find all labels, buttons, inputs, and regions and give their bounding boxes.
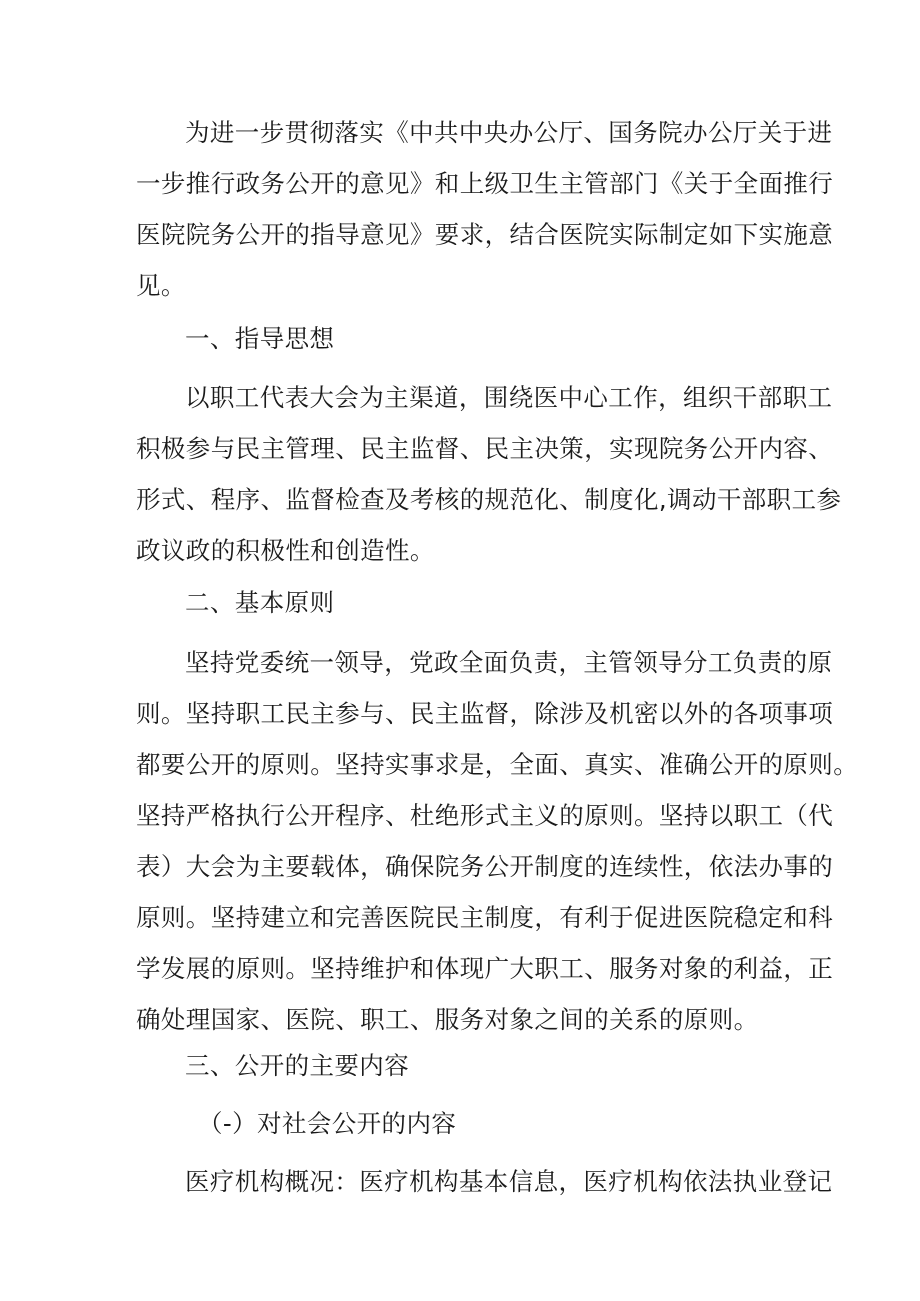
section-1-line-1: 以职工代表大会为主渠道，围绕医中心工作，组织干部职工: [185, 383, 833, 412]
section-3-heading: [136, 1040, 796, 1091]
intro-line-3: 医院院务公开的指导意见》要求，结合医院实际制定如下实施意: [136, 220, 834, 249]
intro-paragraph: [136, 107, 834, 311]
section-2-line-4: 坚持严格执行公开程序、杜绝形式主义的原则。坚持以职工（代: [136, 801, 834, 830]
section-1-line-4: 政议政的积极性和创造性。: [136, 536, 435, 565]
section-1-paragraph: [136, 372, 842, 576]
section-2-line-1: 坚持党委统一领导，党政全面负责，主管领导分工负责的原: [185, 648, 833, 677]
section-3-subsection-1-title: （-）对社会公开的内容: [198, 1109, 457, 1138]
section-2-line-3: 都要公开的原则。坚持实事求是，全面、真实、准确公开的原则。: [136, 750, 859, 779]
section-2-heading: [136, 577, 796, 628]
section-2-paragraph: [136, 637, 859, 1045]
section-2-line-2: 则。坚持职工民主参与、民主监督，除涉及机密以外的各项事项: [136, 699, 834, 728]
section-3-subsection-paragraph: [136, 1156, 833, 1207]
intro-line-1: 为进一步贯彻落实《中共中央办公厅、国务院办公厅关于进: [185, 118, 833, 147]
section-2-line-6: 原则。坚持建立和完善医院民主制度，有利于促进医院稳定和科: [136, 903, 834, 932]
intro-line-2: 一步推行政务公开的意见》和上级卫生主管部门《关于全面推行: [136, 169, 834, 198]
section-2-line-8: 确处理国家、医院、职工、服务对象之间的关系的原则。: [136, 1005, 759, 1034]
section-3-subsection-1-line-1: 医疗机构概况：医疗机构基本信息，医疗机构依法执业登记: [185, 1167, 833, 1196]
section-3-subheading: [136, 1098, 796, 1149]
section-1-line-2: 积极参与民主管理、民主监督、民主决策，实现院务公开内容、: [136, 434, 834, 463]
intro-line-4: 见。: [136, 271, 186, 300]
section-1-title: 一、指导思想: [185, 324, 335, 353]
section-1-line-3: 形式、程序、监督检查及考核的规范化、制度化,调动干部职工参: [136, 485, 842, 514]
section-2-line-5: 表）大会为主要载体，确保院务公开制度的连续性，依法办事的: [136, 852, 834, 881]
section-1-heading: [136, 313, 796, 364]
section-3-title: 三、公开的主要内容: [185, 1051, 410, 1080]
section-2-line-7: 学发展的原则。坚持维护和体现广大职工、服务对象的利益，正: [136, 954, 834, 983]
section-2-title: 二、基本原则: [185, 588, 335, 617]
